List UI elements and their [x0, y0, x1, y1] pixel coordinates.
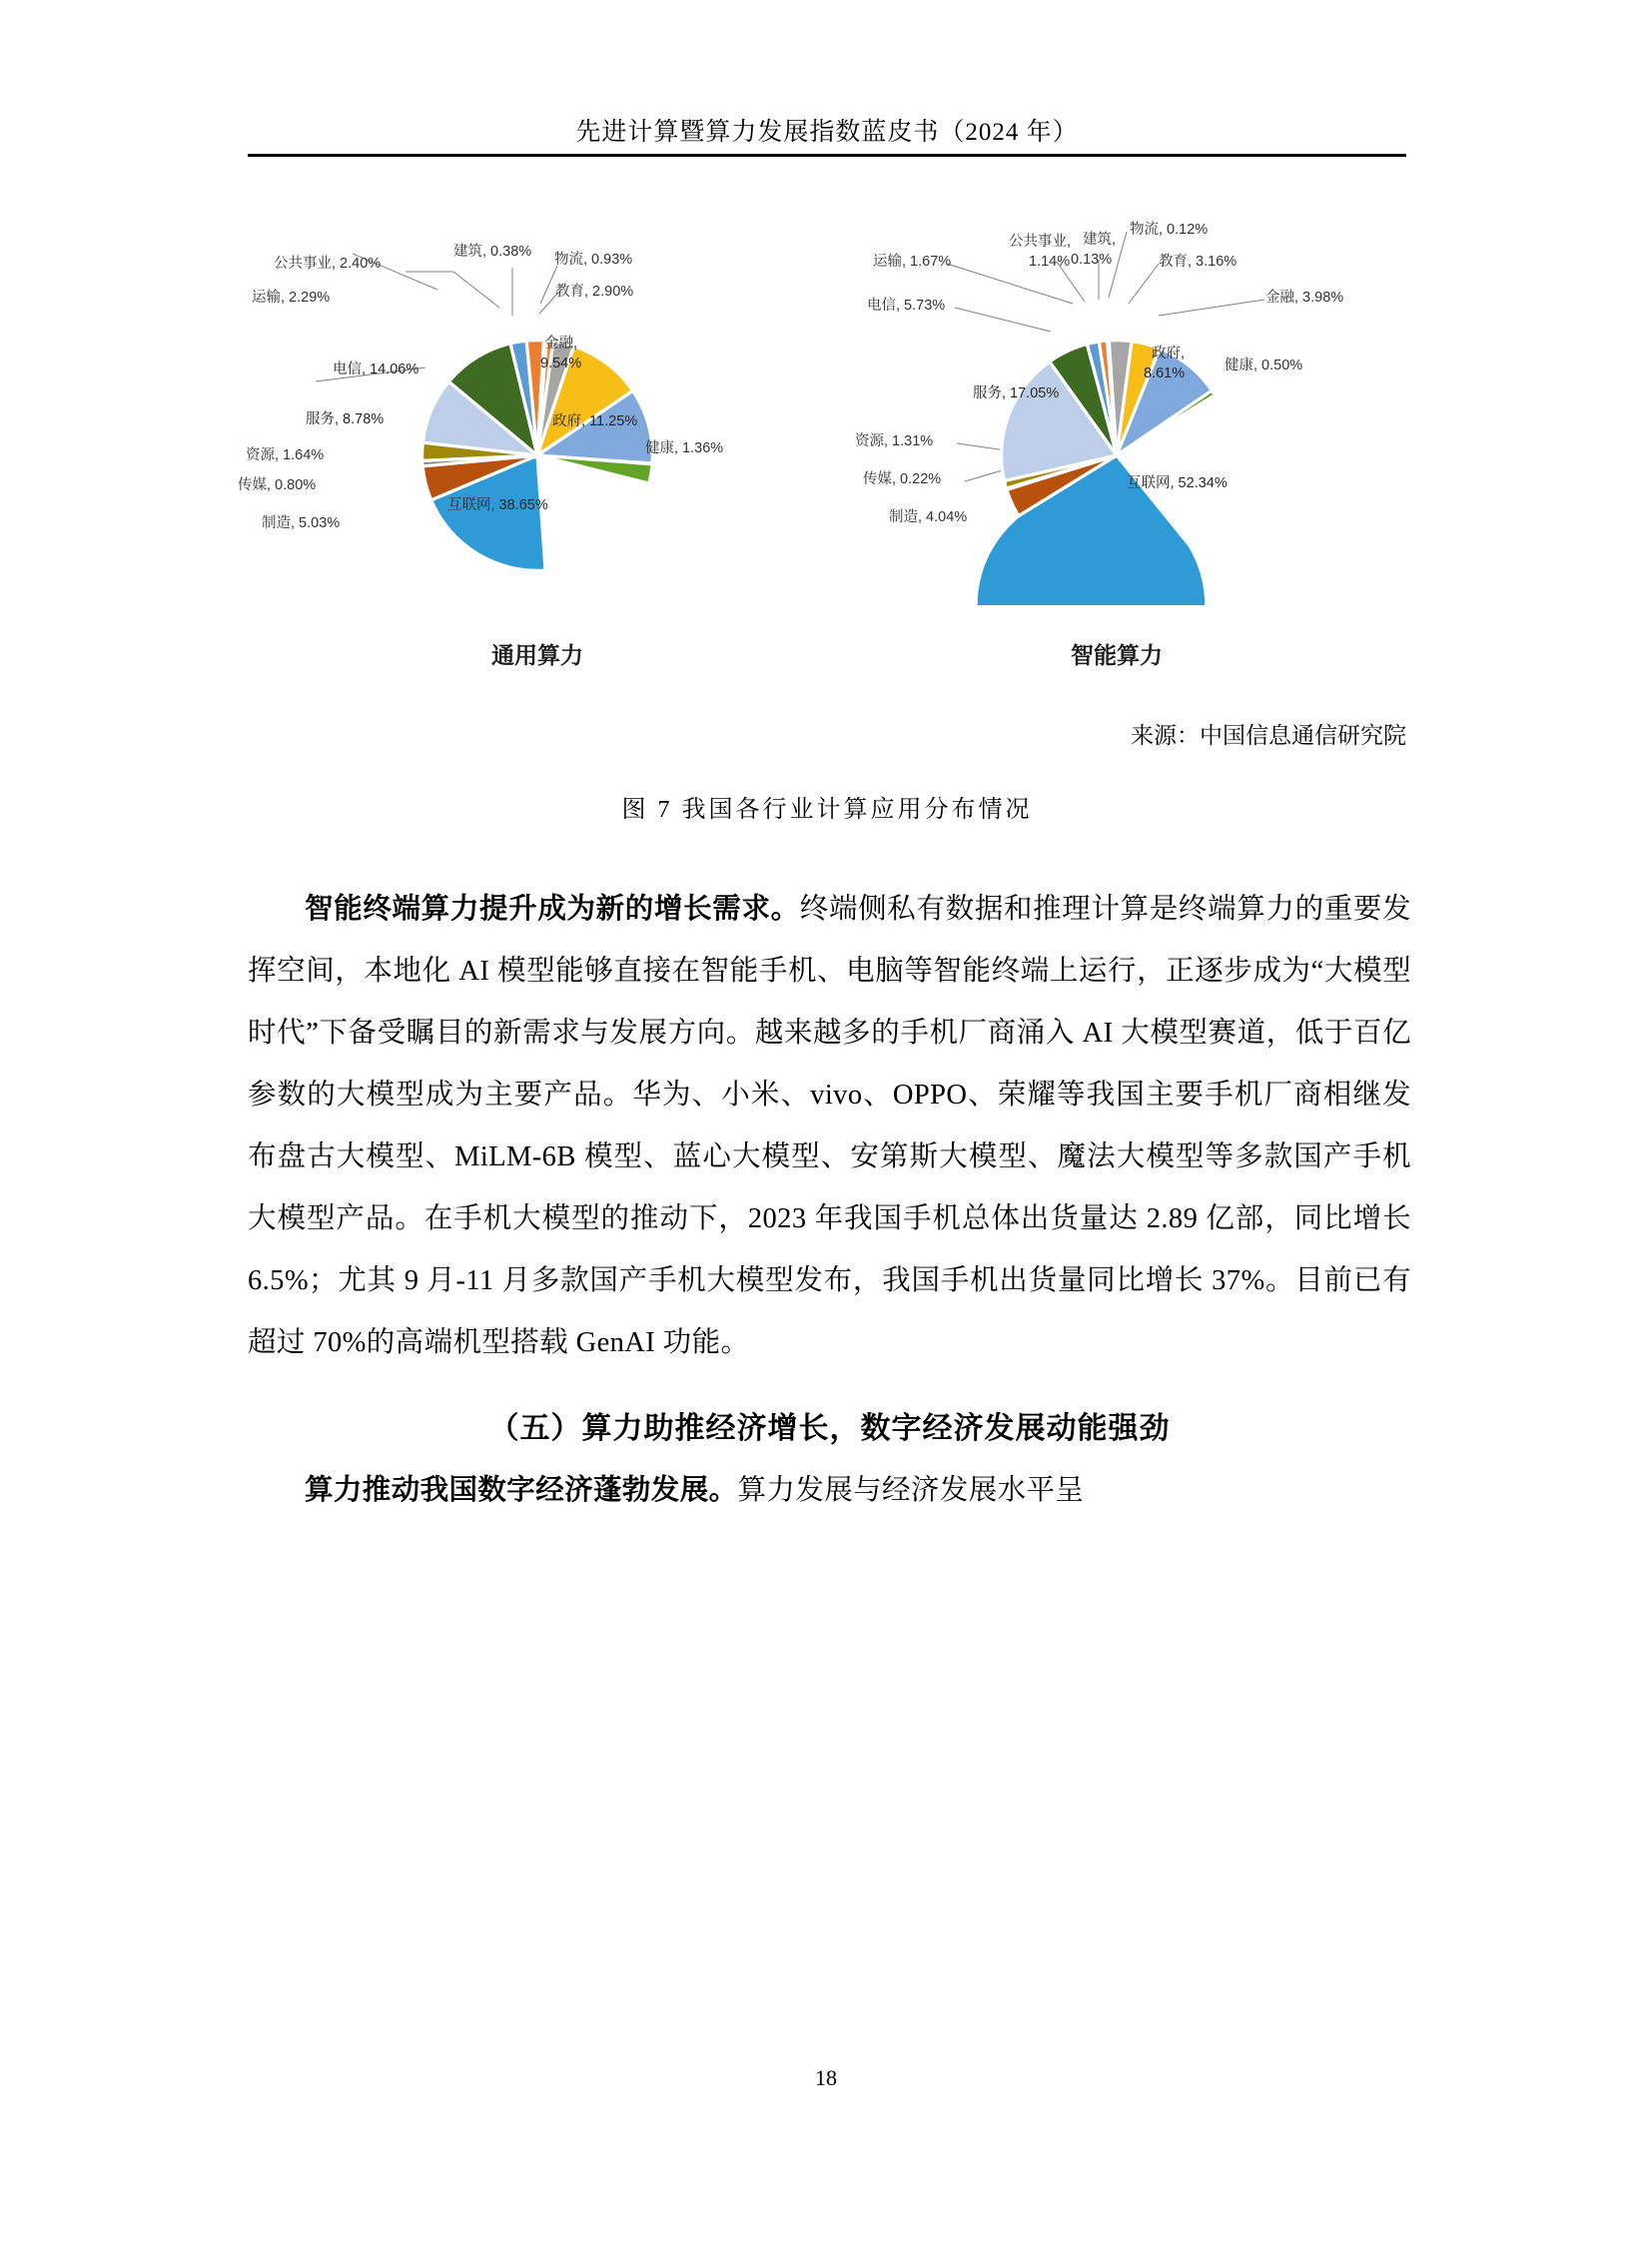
header-divider — [248, 154, 1406, 157]
label-hulianwang: 互联网, 52.34% — [1127, 475, 1228, 491]
label-chuanmei: 传媒, 0.80% — [238, 477, 317, 493]
label-jinrong: 金融, 3.98% — [1265, 290, 1344, 306]
figure-caption: 图 7 我国各行业计算应用分布情况 — [621, 797, 1033, 823]
paragraph-2-lead: 算力推动我国数字经济蓬勃发展。 — [305, 1475, 738, 1506]
running-head — [248, 112, 1406, 148]
right-pie-graphic — [967, 306, 1266, 605]
label-wuliu: 物流, 0.93% — [554, 252, 633, 268]
label-fuwu: 服务, 8.78% — [306, 411, 385, 427]
label-jiankang: 健康, 0.50% — [1225, 358, 1303, 374]
left-pie-graphic — [388, 306, 687, 605]
label-zhengfu-line2: 8.61% — [1144, 366, 1186, 381]
section-heading: （五）算力助推经济增长，数字经济发展动能强劲 — [488, 1412, 1171, 1445]
label-dianxin: 电信, 5.73% — [867, 298, 946, 314]
paragraph-2-text: 算力发展与经济发展水平呈 — [737, 1475, 1085, 1506]
pie-chart-intelligent-computing — [837, 186, 1396, 705]
label-zhengfu-line1: 政府, — [1152, 346, 1186, 362]
label-jianzhu-line1: 建筑, — [1083, 232, 1117, 248]
label-jianzhu: 建筑, 0.38% — [453, 244, 532, 260]
label-zhizao: 制造, 4.04% — [889, 509, 968, 525]
label-yunshu: 运输, 2.29% — [252, 290, 331, 306]
paragraph-1-text: 终端侧私有数据和推理计算是终端算力的重要发挥空间，本地化 AI 模型能够直接在智能手机、电脑等智能终端上运行，正逐步成为“大模型时代”下备受瞩目的新需求与发展方向。越来越多的手机厂商涌入 AI 大模型赛道，低于百亿参数的大模型成为主要产品。华为、小米、vivo、OPPO、荣耀等我国主要手机厂商相继发布盘古大模型、MiLM-6B 模型、蓝心大模型、安第斯大模型、魔法大模型等多款国产手机大模型产品。在手机大模型的推动下，2023 年我国手机总体出货量达 2.89 亿部，同比增长 6.5%；尤其 9 月-11 月多款国产手机大模型发布，我国手机出货量同比增长 37%。目前已有超过 70%的高端机型搭载 GenAI 功能。 — [248, 894, 1411, 1358]
label-dianxin: 电信, 14.06% — [333, 362, 419, 377]
right-pie-svg — [967, 306, 1266, 605]
label-ziyuan: 资源, 1.31% — [855, 433, 934, 449]
label-hulianwang: 互联网, 38.65% — [447, 497, 548, 513]
pie-chart-general-computing — [238, 186, 817, 705]
label-chuanmei: 传媒, 0.22% — [863, 471, 942, 487]
label-jianzhu-line2: 0.13% — [1071, 252, 1113, 268]
label-jiaoyu: 教育, 2.90% — [555, 284, 634, 300]
label-zhengfu: 政府, 11.25% — [552, 413, 638, 429]
paragraph-1-lead: 智能终端算力提升成为新的增长需求。 — [305, 894, 800, 925]
label-jinrong-line2: 9.54% — [540, 356, 582, 372]
running-head-title: 先进计算暨算力发展指数蓝皮书（2024 年） — [575, 119, 1079, 146]
label-yunshu: 运输, 1.67% — [873, 254, 952, 270]
label-jiankang: 健康, 1.36% — [645, 440, 724, 456]
label-jiaoyu: 教育, 3.16% — [1159, 254, 1238, 270]
paragraph-1 — [248, 879, 1411, 1374]
label-gonggongshiye-line2: 1.14% — [1029, 254, 1071, 270]
page-number: 18 — [815, 2065, 837, 2090]
label-jinrong-line1: 金融, — [544, 336, 578, 352]
label-fuwu: 服务, 17.05% — [973, 385, 1060, 401]
paragraph-2 — [248, 1460, 1411, 1522]
label-gonggongshiye-line1: 公共事业, — [1009, 234, 1072, 250]
figure-source: 来源：中国信息通信研究院 — [1131, 723, 1406, 748]
label-zhizao: 制造, 5.03% — [262, 515, 341, 531]
left-chart-title: 通用算力 — [491, 642, 583, 668]
figure-7 — [238, 186, 1406, 705]
label-wuliu: 物流, 0.12% — [1130, 222, 1209, 238]
right-chart-title: 智能算力 — [1071, 642, 1163, 668]
left-pie-svg — [388, 306, 687, 605]
body-content — [248, 879, 1411, 1522]
label-ziyuan: 资源, 1.64% — [246, 447, 325, 463]
label-gonggongshiye: 公共事业, 2.40% — [274, 256, 382, 272]
